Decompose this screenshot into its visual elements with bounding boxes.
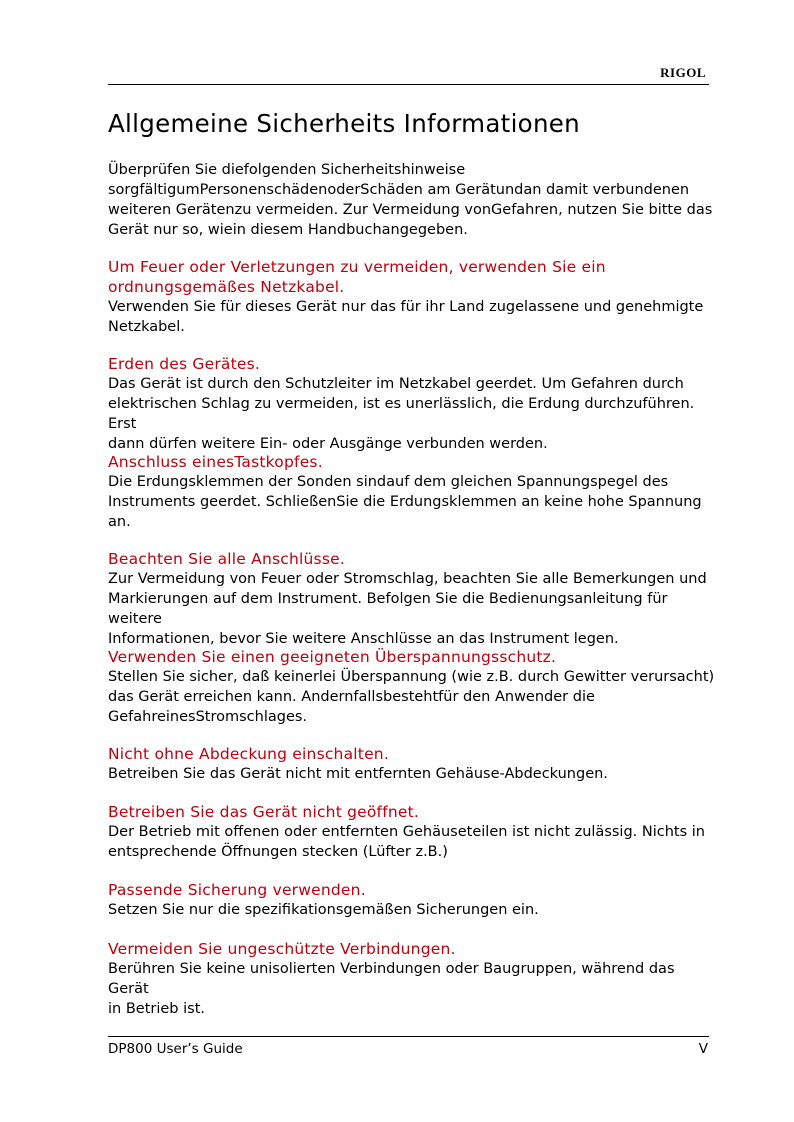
section-exposed-circuits	[108, 939, 718, 1019]
intro-line: weiteren Gerätenzu vermeiden. Zur Vermeidung vonGefahren, nutzen Sie bitte das	[108, 202, 713, 218]
heading-line: Um Feuer oder Verletzungen zu vermeiden, verwenden Sie ein	[108, 258, 606, 276]
body-line: das Gerät erreichen kann. Andernfallsbestehtfür den Anwender die	[108, 689, 595, 705]
body-line: dann dürfen weitere Ein- oder Ausgänge verbunden werden.	[108, 436, 548, 452]
body-line: Setzen Sie nur die spezifikationsgemäßen Sicherungen ein.	[108, 902, 539, 918]
heading-line: Beachten Sie alle Anschlüsse.	[108, 550, 345, 568]
section-body	[108, 900, 718, 920]
section-body	[108, 472, 718, 532]
intro-line: Gerät nur so, wiein diesem Handbuchangegeben.	[108, 222, 468, 238]
section-heading	[108, 744, 718, 764]
body-line: Zur Vermeidung von Feuer oder Stromschlag, beachten Sie alle Bemerkungen und	[108, 571, 707, 587]
body-line: Stellen Sie sicher, daß keinerlei Überspannung (wie z.B. durch Gewitter verursacht)	[108, 669, 715, 685]
section-body	[108, 297, 718, 337]
heading-line: Erden des Gerätes.	[108, 355, 261, 373]
section-body	[108, 569, 718, 649]
body-line: Markierungen auf dem Instrument. Befolgen Sie die Bedienungsanleitung für weitere	[108, 591, 668, 627]
body-line: Informationen, bevor Sie weitere Anschlüsse an das Instrument legen.	[108, 631, 619, 647]
body-line: GefahreinesStromschlages.	[108, 709, 308, 725]
header-rule	[108, 84, 709, 85]
body-line: Betreiben Sie das Gerät nicht mit entfernten Gehäuse-Abdeckungen.	[108, 766, 608, 782]
section-probe	[108, 452, 718, 532]
section-heading	[108, 880, 718, 900]
section-cover	[108, 744, 718, 784]
page-title: Allgemeine Sicherheits Informationen	[108, 109, 580, 138]
intro-paragraph	[108, 160, 718, 240]
intro-line: Überprüfen Sie diefolgenden Sicherheitshinweise	[108, 162, 466, 178]
heading-line: Anschluss einesTastkopfes.	[108, 453, 323, 471]
section-body	[108, 374, 718, 454]
footer-page-number: V	[698, 1041, 708, 1057]
section-overvoltage	[108, 647, 718, 727]
section-power-cord	[108, 257, 718, 337]
section-fuse	[108, 880, 718, 920]
body-line: Netzkabel.	[108, 319, 185, 335]
section-open-device	[108, 802, 718, 862]
section-heading	[108, 549, 718, 569]
heading-line: Verwenden Sie einen geeigneten Überspannungsschutz.	[108, 648, 557, 666]
section-body	[108, 822, 718, 862]
heading-line: ordnungsgemäßes Netzkabel.	[108, 278, 345, 296]
body-line: Berühren Sie keine unisolierten Verbindungen oder Baugruppen, während das Gerät	[108, 961, 675, 997]
section-heading	[108, 257, 718, 297]
section-heading	[108, 354, 718, 374]
heading-line: Nicht ohne Abdeckung einschalten.	[108, 745, 389, 763]
brand-logo-text: RIGOL	[660, 65, 706, 80]
section-heading	[108, 802, 718, 822]
body-line: in Betrieb ist.	[108, 1001, 205, 1017]
body-line: Das Gerät ist durch den Schutzleiter im Netzkabel geerdet. Um Gefahren durch	[108, 376, 684, 392]
body-line: Instruments geerdet. SchließenSie die Erdungsklemmen an keine hohe Spannung	[108, 494, 702, 510]
section-body	[108, 667, 718, 727]
body-line: elektrischen Schlag zu vermeiden, ist es unerlässlich, die Erdung durchzuführen. Erst	[108, 396, 695, 432]
section-heading	[108, 939, 718, 959]
section-body	[108, 764, 718, 784]
heading-line: Passende Sicherung verwenden.	[108, 881, 366, 899]
section-connections	[108, 549, 718, 649]
footer-document-name: DP800 User’s Guide	[108, 1041, 243, 1057]
section-heading	[108, 647, 718, 667]
section-grounding	[108, 354, 718, 454]
body-line: an.	[108, 514, 131, 530]
body-line: Verwenden Sie für dieses Gerät nur das für ihr Land zugelassene und genehmigte	[108, 299, 704, 315]
section-body	[108, 959, 718, 1019]
section-heading	[108, 452, 718, 472]
footer-rule	[108, 1036, 709, 1037]
heading-line: Betreiben Sie das Gerät nicht geöffnet.	[108, 803, 420, 821]
body-line: Der Betrieb mit offenen oder entfernten Gehäuseteilen ist nicht zulässig. Nichts in	[108, 824, 705, 840]
intro-line: sorgfältigumPersonenschädenoderSchäden am Gerätundan damit verbundenen	[108, 182, 690, 198]
body-line: entsprechende Öffnungen stecken (Lüfter z.B.)	[108, 844, 448, 860]
body-line: Die Erdungsklemmen der Sonden sindauf dem gleichen Spannungspegel des	[108, 474, 669, 490]
heading-line: Vermeiden Sie ungeschützte Verbindungen.	[108, 940, 456, 958]
